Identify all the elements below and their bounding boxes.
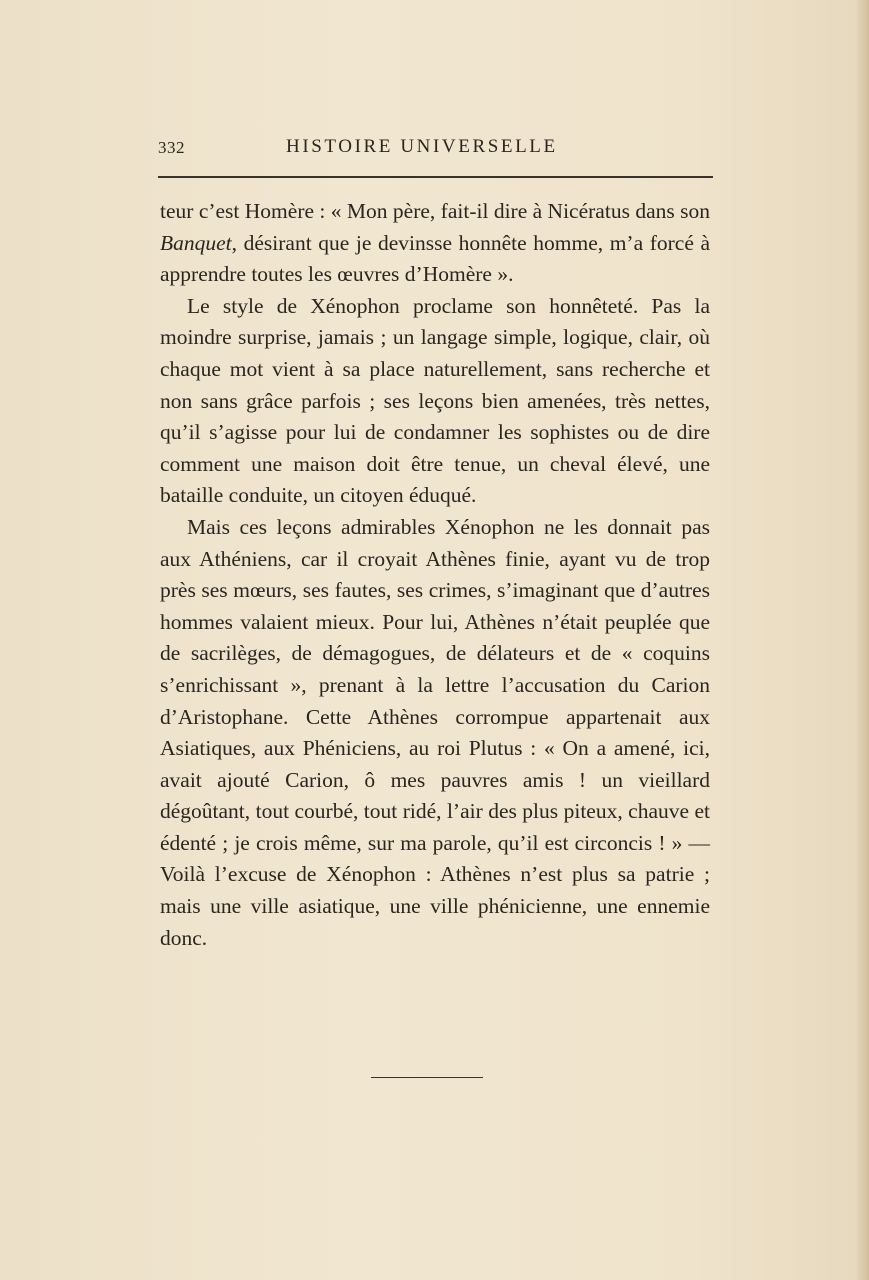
page-edge: [857, 0, 869, 1280]
paragraph-1-start: teur c’est Homère : « Mon père, fait-il dire à Nicératus dans son: [160, 199, 710, 223]
end-rule: [371, 1077, 483, 1078]
running-title: HISTOIRE UNIVERSELLE: [286, 136, 558, 157]
paragraph-1-title-italic: Banquet: [160, 230, 232, 255]
body-text: [160, 196, 710, 954]
paragraph-2: Le style de Xénophon proclame son honnêteté. Pas la moindre surprise, jamais ; un langage simple, logique, clair, où chaque mot vient à sa place naturellement, sans recherche et non sans grâce parfois ; ses leçons bien amenées, très nettes, qu’il s’agisse pour lui de condamner les sophistes ou de dire comment une maison doit être tenue, un cheval élevé, une bataille conduite, un citoyen éduqué.: [160, 293, 710, 508]
paragraph-1: [160, 196, 710, 291]
header-rule: [158, 176, 713, 178]
paragraph-1-end: , désirant que je devinsse honnête homme, m’a forcé à apprendre toutes les œuvres d’Homère ».: [160, 230, 710, 287]
page-number: 332: [158, 138, 185, 157]
paragraph-3: Mais ces leçons admirables Xénophon ne les donnait pas aux Athéniens, car il croyait Athènes finie, ayant vu de trop près ses mœurs, ses fautes, ses crimes, s’imaginant que d’autres hommes valaient mieux. Pour lui, Athènes n’était peuplée que de sacrilèges, de démagogues, de délateurs et de « coquins s’enrichissant », prenant à la lettre l’accusation du Carion d’Aristophane. Cette Athènes corrompue appartenait aux Asiatiques, aux Phéniciens, au roi Plutus : « On a amené, ici, avait ajouté Carion, ô mes pauvres amis ! un vieillard dégoûtant, tout courbé, tout ridé, l’air des plus piteux, chauve et édenté ; je crois même, sur ma parole, qu’il est circoncis ! » — Voilà l’excuse de Xénophon : Athènes n’est plus sa patrie ; mais une ville asiatique, une ville phénicienne, une ennemie donc.: [160, 514, 710, 950]
page-header: [158, 136, 713, 166]
